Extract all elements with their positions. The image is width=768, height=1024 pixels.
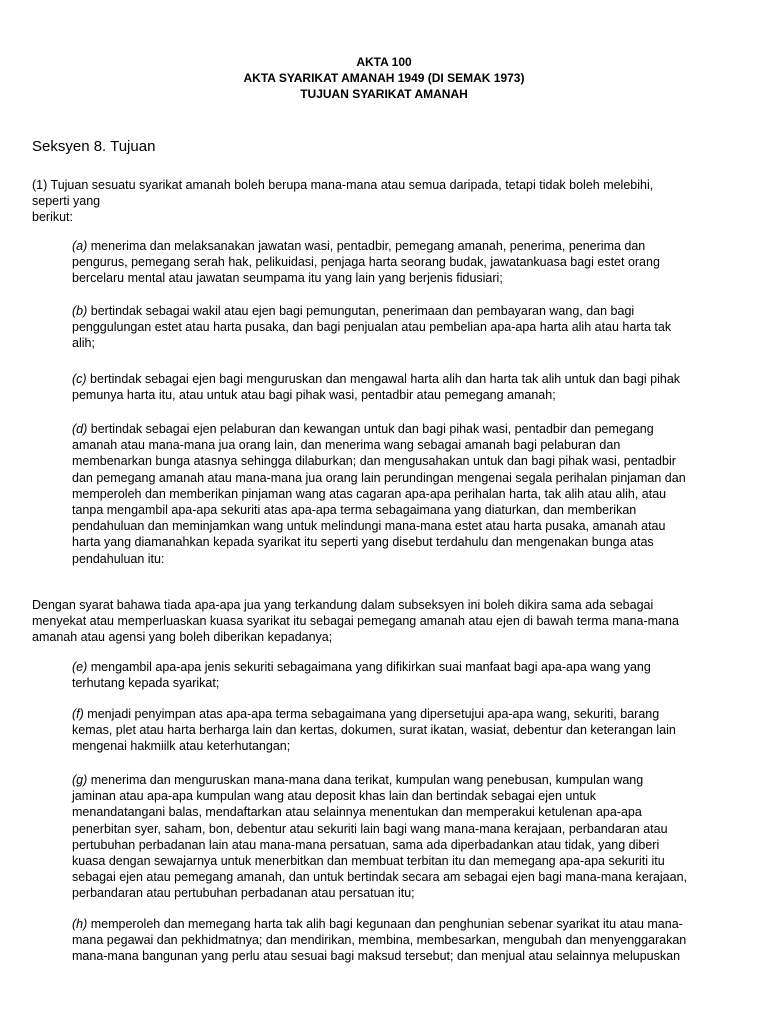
clause-line: kemas, plet atau harta berharga lain dan kertas, dokumen, surat ikatan, wasiat, debentur dan keterangan lain bbox=[72, 723, 676, 738]
clause-label: (a) bbox=[72, 239, 88, 253]
clause-line: menandatangani balas, mendaftarkan atau selainnya menentukan dan memperakui ketulenan apa-apa bbox=[72, 805, 642, 820]
clause-line: amanah atau mana-mana jua orang lain, dan menerima wang sebagai amanah bagi pelaburan dan bbox=[72, 438, 621, 453]
clause-e bbox=[72, 659, 742, 691]
clause-line: pendahuluan dan meminjamkan wang untuk melindungi mana-mana estet atau harta pusaka, amanah atau bbox=[72, 519, 666, 534]
clause-line: penggulungan estet atau harta pusaka, dan bagi penjualan atau pembelian apa-apa harta alih atau harta tak bbox=[72, 320, 672, 335]
clause-g bbox=[72, 772, 742, 902]
intro-line: seperti yang bbox=[32, 194, 101, 209]
clause-line: memperoleh dan memberikan pinjaman wang atas cagaran apa-apa perihalan harta, tak alih atau alih, atau bbox=[72, 486, 667, 501]
clause-line: harta yang diamanahkan kepada syarikat itu seperti yang disebut terdahulu dan mengenakan bunga atas bbox=[72, 535, 654, 550]
clause-line: (e) mengambil apa-apa jenis sekuriti sebagaimana yang difikirkan suai manfaat bagi apa-apa wang yang bbox=[72, 660, 651, 674]
intro-line: (1) Tujuan sesuatu syarikat amanah boleh berupa mana-mana atau semua daripada, tetapi tidak boleh melebihi, bbox=[32, 178, 654, 192]
section-title: Seksyen 8. Tujuan bbox=[32, 138, 156, 155]
clause-line: jaminan atau apa-apa kumpulan wang atau deposit khas lain dan bertindak sebagai ejen untuk bbox=[72, 789, 596, 804]
intro-paragraph bbox=[32, 177, 732, 226]
clause-line: membenarkan bunga atasnya sehingga dilaburkan; dan mengusahakan untuk dan bagi pihak wasi, pentadbir bbox=[72, 454, 676, 469]
clause-line: kuasa dengan sewajarnya untuk menerbitkan dan membuat terbitan itu dan memegang apa-apa sekuriti itu bbox=[72, 854, 665, 869]
clause-line: tanpa mengambil apa-apa sekuriti atas apa-apa terma sebagaimana yang diaturkan, dan memberikan bbox=[72, 503, 637, 518]
clause-h bbox=[72, 916, 742, 965]
clause-label: (h) bbox=[72, 917, 88, 931]
clause-d bbox=[72, 421, 742, 567]
clause-line: (b) bertindak sebagai wakil atau ejen bagi pemungutan, penerimaan dan pembayaran wang, dan bagi bbox=[72, 304, 635, 318]
document-header bbox=[0, 54, 768, 102]
clause-line: alih; bbox=[72, 336, 95, 351]
clause-line: pengurus, pemegang serah hak, pelikuidasi, penjaga harta seorang budak, jawatankuasa bagi estet orang bbox=[72, 255, 660, 270]
clause-line: (f) menjadi penyimpan atas apa-apa terma sebagaimana yang dipersetujui apa-apa wang, sekuriti, barang bbox=[72, 707, 660, 721]
clause-line: (a) menerima dan melaksanakan jawatan wasi, pentadbir, pemegang amanah, penerima, penerima dan bbox=[72, 239, 646, 253]
act-number: AKTA 100 bbox=[356, 55, 412, 69]
clause-a bbox=[72, 238, 742, 287]
document-subtitle: TUJUAN SYARIKAT AMANAH bbox=[300, 87, 468, 101]
clause-f bbox=[72, 706, 742, 755]
clause-line: pertubuhan perbadanan lain atau mana-mana persatuan, sama ada diperbadankan atau tidak, yang diberi bbox=[72, 837, 660, 852]
clause-line: sebagai ejen atau pemegang amanah, dan untuk bertindak secara am sebagai ejen bagi mana-mana kerajaan, bbox=[72, 870, 688, 885]
clause-line: (c) bertindak sebagai ejen bagi menguruskan dan mengawal harta alih dan harta tak alih untuk dan bagi pihak bbox=[72, 372, 681, 386]
clause-label: (g) bbox=[72, 773, 88, 787]
proviso-line: amanah atau agensi yang boleh diberikan kepadanya; bbox=[32, 630, 333, 645]
proviso-line: menyekat atau memperluaskan kuasa syarikat itu sebagai pemegang amanah atau ejen di bawah terma mana-mana bbox=[32, 614, 679, 629]
clause-line: pemunya harta itu, atau untuk atau bagi pihak wasi, pentadbir atau pemegang amanah; bbox=[72, 388, 556, 403]
clause-c bbox=[72, 371, 742, 403]
clause-label: (b) bbox=[72, 304, 88, 318]
clause-line: terhutang kepada syarikat; bbox=[72, 676, 220, 691]
clause-label: (d) bbox=[72, 422, 88, 436]
clause-label: (e) bbox=[72, 660, 88, 674]
clause-line: (d) bertindak sebagai ejen pelaburan dan kewangan untuk dan bagi pihak wasi, pentadbir dan pemegang bbox=[72, 422, 654, 436]
clause-line: mana-mana bangunan yang perlu atau sesuai bagi maksud tersebut; dan menjual atau selainnya melupuskan bbox=[72, 949, 681, 964]
clause-line: (h) memperoleh dan memegang harta tak alih bagi kegunaan dan penghunian sebenar syarikat itu atau mana- bbox=[72, 917, 683, 931]
clause-line: pendahuluan itu: bbox=[72, 551, 165, 566]
proviso-paragraph bbox=[32, 597, 742, 646]
clause-line: mana pegawai dan pekhidmatnya; dan mendirikan, membina, membesarkan, mengubah dan menyenggarakan bbox=[72, 933, 687, 948]
act-title: AKTA SYARIKAT AMANAH 1949 (DI SEMAK 1973) bbox=[243, 71, 525, 85]
proviso-line: Dengan syarat bahawa tiada apa-apa jua yang terkandung dalam subseksyen ini boleh dikira sama ada sebagai bbox=[32, 598, 654, 612]
clause-line: (g) menerima dan menguruskan mana-mana dana terikat, kumpulan wang penebusan, kumpulan wang bbox=[72, 773, 644, 787]
clause-line: penerbitan syer, saham, bon, debentur atau sekuriti lain bagi wang mana-mana kerajaan, perbandaran atau bbox=[72, 821, 668, 836]
clause-line: bercelaru mental atau jawatan seumpama itu yang lain yang berjenis fidusiari; bbox=[72, 271, 503, 286]
clause-line: dan pemegang amanah atau mana-mana jua orang lain perundingan mengenai segala perihalan pinjaman dan bbox=[72, 470, 686, 485]
clause-label: (f) bbox=[72, 707, 84, 721]
clause-label: (c) bbox=[72, 372, 87, 386]
clause-line: mengenai hakmiilk atau keterhutangan; bbox=[72, 739, 291, 754]
clause-line: perbandaran atau pertubuhan perbadanan atau persatuan itu; bbox=[72, 886, 415, 901]
clause-b bbox=[72, 303, 742, 352]
intro-line: berikut: bbox=[32, 210, 73, 225]
